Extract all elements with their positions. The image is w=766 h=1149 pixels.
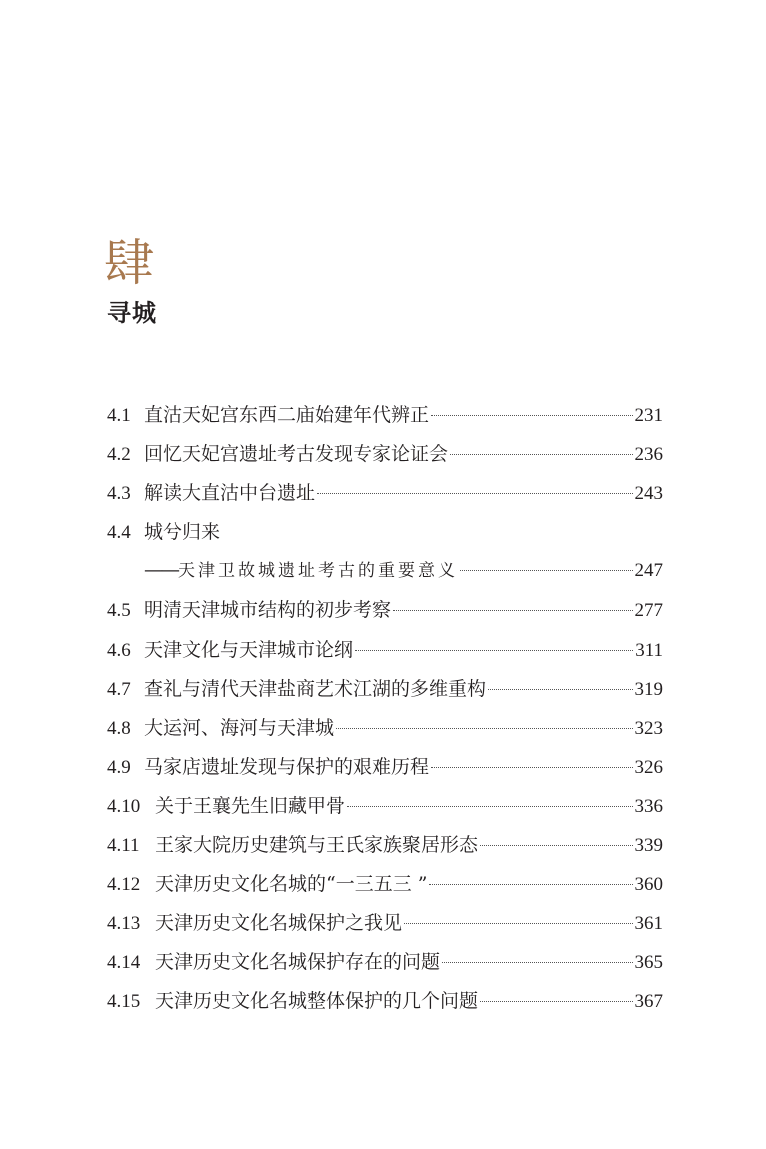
- toc-entry-title: 回忆天妃宫遗址考古发现专家论证会: [144, 443, 449, 466]
- dot-leader: [480, 1001, 632, 1002]
- toc-entry-title: 大运河、海河与天津城: [144, 716, 335, 739]
- toc-entry-page: 231: [634, 405, 663, 426]
- dot-leader: [355, 650, 633, 651]
- toc-entry-4-4[interactable]: [107, 517, 663, 556]
- toc-entry-page: 326: [634, 756, 663, 778]
- toc-entry-number: 4.8: [107, 717, 131, 739]
- table-of-contents: [107, 400, 663, 1026]
- toc-entry-number: 4.10: [107, 795, 141, 817]
- toc-entry-page: 247: [634, 560, 663, 582]
- toc-entry-page: 367: [634, 991, 663, 1013]
- toc-entry-title: 天津历史文化名城保护之我见: [155, 912, 403, 935]
- toc-entry-title: 关于王襄先生旧藏甲骨: [155, 794, 346, 817]
- toc-entry-page: 236: [634, 444, 663, 466]
- toc-entry-number: 4.11: [107, 835, 140, 857]
- toc-entry-title: 城兮归来: [144, 521, 221, 544]
- toc-entry-title: 天津历史文化名城保护存在的问题: [155, 951, 441, 974]
- toc-entry-number: 4.7: [107, 678, 131, 700]
- chapter-number-glyph: 肆: [104, 234, 154, 292]
- toc-entry-page: 365: [634, 952, 663, 974]
- toc-entry-title: 天津历史文化名城的“一三五三 ”: [155, 873, 428, 896]
- toc-entry-number: 4.13: [107, 913, 141, 935]
- toc-entry-4-6[interactable]: [107, 635, 663, 674]
- subtitle-dash: ——: [144, 559, 178, 582]
- toc-entry-title: 直沽天妃宫东西二庙始建年代辨正: [144, 404, 430, 426]
- toc-entry-4-12[interactable]: [107, 869, 663, 908]
- toc-entry-title: 天津文化与天津城市论纲: [144, 638, 354, 661]
- dot-leader: [317, 493, 632, 494]
- dot-leader: [347, 806, 632, 807]
- toc-entry-number: 4.15: [107, 991, 141, 1013]
- dot-leader: [431, 415, 632, 416]
- toc-entry-page: 323: [634, 717, 663, 739]
- toc-entry-number: 4.9: [107, 756, 131, 778]
- toc-entry-subtitle: 天津卫故城遗址考古的重要意义: [178, 561, 458, 582]
- dot-leader: [431, 767, 632, 768]
- dot-leader: [393, 610, 632, 611]
- toc-entry-page: 360: [634, 874, 663, 896]
- toc-entry-page: 336: [634, 795, 663, 817]
- toc-entry-4-5[interactable]: [107, 595, 663, 634]
- toc-entry-page: 319: [634, 678, 663, 700]
- dot-leader: [404, 923, 632, 924]
- toc-entry-title: 解读大直沽中台遗址: [144, 482, 316, 505]
- toc-entry-number: 4.2: [107, 444, 131, 466]
- toc-entry-4-2[interactable]: [107, 439, 663, 478]
- dot-leader: [442, 962, 632, 963]
- toc-entry-4-9[interactable]: [107, 752, 663, 791]
- toc-entry-4-15[interactable]: [107, 986, 663, 1025]
- toc-entry-page: 361: [634, 913, 663, 935]
- toc-entry-4-13[interactable]: [107, 908, 663, 947]
- toc-entry-number: 4.14: [107, 952, 141, 974]
- dot-leader: [480, 845, 632, 846]
- toc-entry-number: 4.3: [107, 483, 131, 505]
- toc-entry-4-3[interactable]: [107, 478, 663, 517]
- toc-entry-4-4-subtitle[interactable]: [107, 556, 663, 595]
- toc-entry-4-1[interactable]: [107, 400, 663, 439]
- toc-entry-number: 4.6: [107, 639, 131, 661]
- toc-entry-title: 天津历史文化名城整体保护的几个问题: [155, 990, 479, 1013]
- toc-entry-page: 311: [635, 639, 663, 661]
- toc-entry-title: 马家店遗址发现与保护的艰难历程: [144, 755, 430, 778]
- dot-leader: [336, 728, 632, 729]
- chapter-title: 寻城: [107, 299, 157, 327]
- toc-entry-4-7[interactable]: [107, 674, 663, 713]
- toc-entry-number: 4.4: [107, 522, 131, 544]
- toc-entry-page: 339: [634, 835, 663, 857]
- dot-leader: [460, 570, 633, 571]
- dot-leader: [450, 454, 632, 455]
- toc-entry-title: 王家大院历史建筑与王氏家族聚居形态: [155, 834, 479, 857]
- toc-entry-number: 4.1: [107, 405, 131, 426]
- toc-entry-page: 243: [634, 483, 663, 505]
- toc-entry-4-14[interactable]: [107, 947, 663, 986]
- dot-leader: [488, 689, 632, 690]
- toc-entry-title: 查礼与清代天津盐商艺术江湖的多维重构: [144, 677, 487, 700]
- toc-entry-4-11[interactable]: [107, 830, 663, 869]
- toc-entry-page: 277: [634, 600, 663, 622]
- toc-entry-number: 4.12: [107, 874, 141, 896]
- toc-entry-4-10[interactable]: [107, 791, 663, 830]
- toc-entry-number: 4.5: [107, 600, 131, 622]
- toc-entry-4-8[interactable]: [107, 713, 663, 752]
- toc-entry-title: 明清天津城市结构的初步考察: [144, 599, 392, 622]
- dot-leader: [429, 884, 632, 885]
